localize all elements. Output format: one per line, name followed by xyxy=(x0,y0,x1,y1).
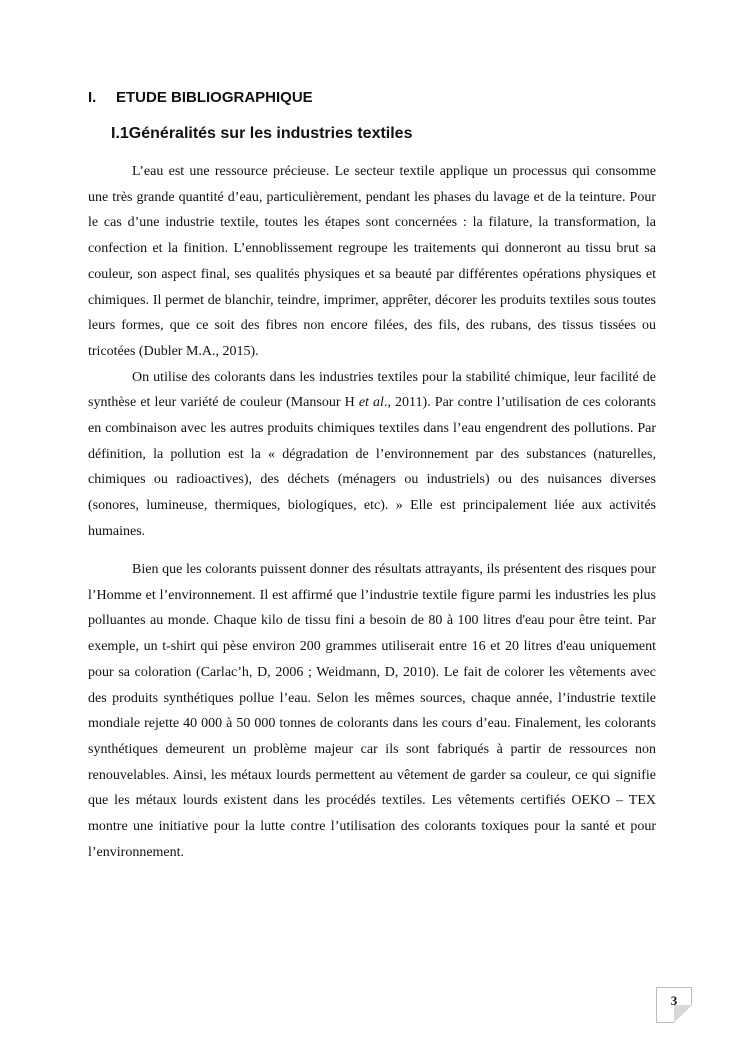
section-title: ETUDE BIBLIOGRAPHIQUE xyxy=(116,89,313,106)
body-block-1 xyxy=(88,159,656,545)
subsection-heading xyxy=(111,125,412,143)
paragraph-2-italic: et al xyxy=(358,395,384,411)
section-heading xyxy=(88,89,313,106)
page-number: 3 xyxy=(670,993,678,1008)
subsection-title: Généralités sur les industries textiles xyxy=(128,125,413,142)
section-number: I. xyxy=(88,89,97,106)
page-number-box xyxy=(656,987,692,1023)
paragraph-2-text-a: On utilise des colorants dans les industries textiles pour la stabilité chimique, leur facilité de synthèse et leur variété de couleur (Mansour H xyxy=(88,369,656,411)
paragraph-2 xyxy=(88,365,656,545)
paragraph-2-text-b: ., 2011). Par contre l’utilisation de ces colorants en combinaison avec les autres produits chimiques textiles dans l’eau engendrent des pollutions. Par définition, la pollution est la « dégradation de l’environnement par des substances (naturelles, chimiques ou radioactives), des déchets (ménagers ou industriels) ou des nuisances diverses (sonores, lumineuse, thermiques, biologiques, etc). » Elle est principalement liée aux activités humaines. xyxy=(88,395,656,539)
paragraph-3: Bien que les colorants puissent donner des résultats attrayants, ils présentent des risques pour l’Homme et l’environnement. Il est affirmé que l’industrie textile figure parmi les industries les plus polluantes au monde. Chaque kilo de tissu fini a besoin de 80 à 100 litres d'eau pour être teint. Par exemple, un t-shirt qui pèse environ 200 grammes utiliserait entre 16 et 20 litres d'eau uniquement pour sa coloration (Carlac’h, D, 2006 ; Weidmann, D, 2010). Le fait de colorer les vêtements avec des produits synthétiques pollue l’eau. Selon les mêmes sources, chaque année, l’industrie textile mondiale rejette 40 000 à 50 000 tonnes de colorants dans les cours d’eau. Finalement, les colorants synthétiques demeurent un problème majeur car ils sont fabriqués à partir de ressources non renouvelables. Ainsi, les métaux lourds permettent au vêtement de garder sa couleur, ce qui signifie que les métaux lourds existent dans les procédés textiles. Les vêtements certifiés OEKO – TEX montre une initiative pour la lutte contre l’utilisation des colorants toxiques pour la santé et pour l’environnement. xyxy=(88,562,656,860)
body-block-2 xyxy=(88,557,656,865)
subsection-number: I.1 xyxy=(111,125,129,142)
paragraph-1: L’eau est une ressource précieuse. Le secteur textile applique un processus qui consomme une très grande quantité d’eau, particulièrement, pendant les phases du lavage et de la teinture. Pour le cas d’une industrie textile, toutes les étapes sont concernées : la filature, la transformation, la confection et la finition. L’ennoblissement regroupe les traitements qui donneront au tissu brut sa couleur, son aspect final, ses qualités physiques et sa beauté par différentes opérations physiques et chimiques. Il permet de blanchir, teindre, imprimer, apprêter, décorer les produits textiles sous toutes leurs formes, que ce soit des fibres non encore filées, des fils, des rubans, des tissus tissées ou tricotées (Dubler M.A., 2015). xyxy=(88,164,656,359)
